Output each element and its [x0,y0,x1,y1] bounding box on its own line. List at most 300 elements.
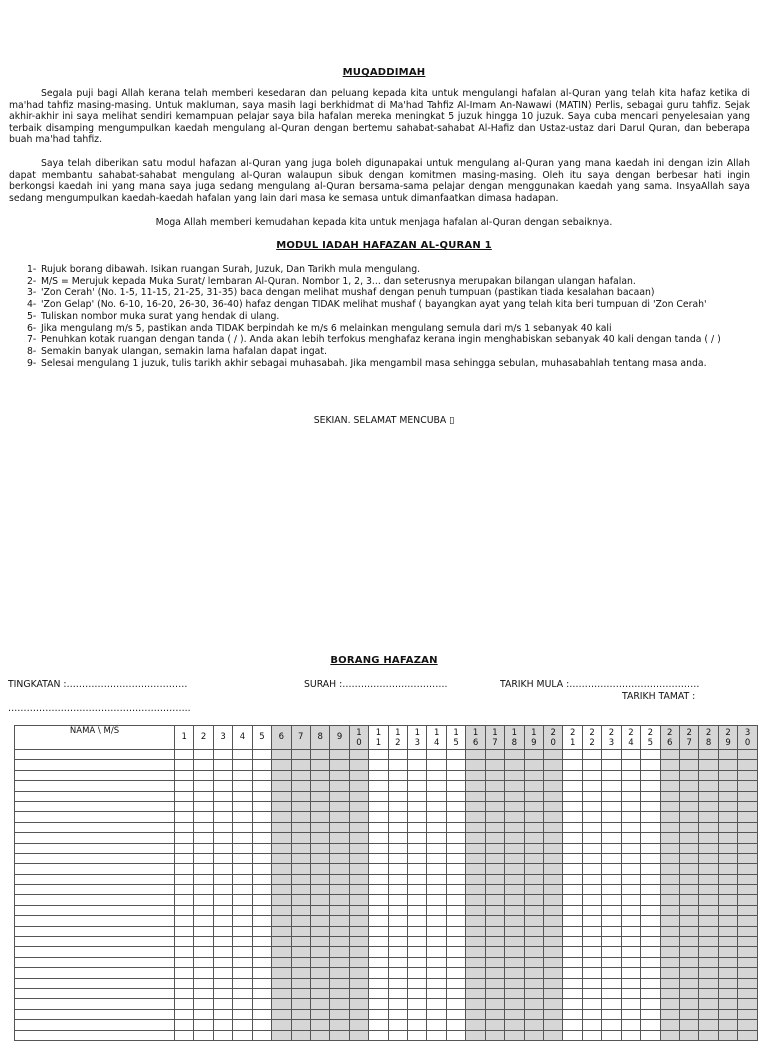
tick-cell[interactable] [175,905,194,915]
tick-cell[interactable] [388,874,407,884]
tick-cell[interactable] [621,812,640,822]
name-cell[interactable] [15,1030,175,1040]
tick-cell[interactable] [427,770,446,780]
tick-cell[interactable] [466,968,485,978]
tick-cell[interactable] [310,916,329,926]
tick-cell[interactable] [466,988,485,998]
tick-cell[interactable] [544,801,563,811]
tick-cell[interactable] [446,885,465,895]
tick-cell[interactable] [291,750,310,760]
tick-cell[interactable] [544,885,563,895]
tick-cell[interactable] [272,947,291,957]
tick-cell[interactable] [544,853,563,863]
tick-cell[interactable] [621,853,640,863]
tick-cell[interactable] [427,874,446,884]
tick-cell[interactable] [544,999,563,1009]
tick-cell[interactable] [349,760,368,770]
tick-cell[interactable] [233,1009,252,1019]
tick-cell[interactable] [524,812,543,822]
tick-cell[interactable] [485,905,504,915]
tick-cell[interactable] [563,791,582,801]
tick-cell[interactable] [272,760,291,770]
tick-cell[interactable] [602,999,621,1009]
tick-cell[interactable] [252,874,271,884]
tick-cell[interactable] [272,1030,291,1040]
tick-cell[interactable] [718,812,737,822]
tick-cell[interactable] [291,853,310,863]
tick-cell[interactable] [485,916,504,926]
tick-cell[interactable] [388,905,407,915]
tick-cell[interactable] [388,957,407,967]
tick-cell[interactable] [544,791,563,801]
tick-cell[interactable] [505,999,524,1009]
tick-cell[interactable] [408,988,427,998]
tick-cell[interactable] [505,1030,524,1040]
tick-cell[interactable] [466,843,485,853]
tick-cell[interactable] [544,916,563,926]
tick-cell[interactable] [233,947,252,957]
tick-cell[interactable] [427,822,446,832]
tick-cell[interactable] [330,750,349,760]
tick-cell[interactable] [582,905,601,915]
tick-cell[interactable] [310,822,329,832]
tick-cell[interactable] [660,833,679,843]
tick-cell[interactable] [544,926,563,936]
name-cell[interactable] [15,1009,175,1019]
tick-cell[interactable] [427,1030,446,1040]
tick-cell[interactable] [699,1020,718,1030]
tick-cell[interactable] [679,1030,698,1040]
surah-field[interactable]: SURAH :……………………………. [304,679,448,690]
tick-cell[interactable] [660,801,679,811]
tick-cell[interactable] [213,781,232,791]
tick-cell[interactable] [427,1009,446,1019]
tick-cell[interactable] [349,770,368,780]
tick-cell[interactable] [582,760,601,770]
tick-cell[interactable] [194,791,213,801]
tick-cell[interactable] [330,957,349,967]
tick-cell[interactable] [349,1030,368,1040]
tick-cell[interactable] [388,781,407,791]
tick-cell[interactable] [194,885,213,895]
tick-cell[interactable] [369,864,388,874]
tick-cell[interactable] [524,1030,543,1040]
tick-cell[interactable] [194,1009,213,1019]
tick-cell[interactable] [544,895,563,905]
tick-cell[interactable] [621,1030,640,1040]
tick-cell[interactable] [699,812,718,822]
tick-cell[interactable] [602,781,621,791]
tick-cell[interactable] [369,812,388,822]
tick-cell[interactable] [408,853,427,863]
tick-cell[interactable] [621,760,640,770]
tick-cell[interactable] [485,968,504,978]
tick-cell[interactable] [466,750,485,760]
tick-cell[interactable] [369,843,388,853]
tarikh-tamat-dots[interactable]: ………………………………………………….. [8,703,191,714]
tick-cell[interactable] [408,833,427,843]
tick-cell[interactable] [446,822,465,832]
tick-cell[interactable] [388,968,407,978]
tick-cell[interactable] [233,905,252,915]
tick-cell[interactable] [252,937,271,947]
tick-cell[interactable] [679,864,698,874]
tick-cell[interactable] [524,843,543,853]
tick-cell[interactable] [175,968,194,978]
tick-cell[interactable] [291,1020,310,1030]
tick-cell[interactable] [213,905,232,915]
tick-cell[interactable] [524,801,543,811]
tick-cell[interactable] [330,791,349,801]
tick-cell[interactable] [349,947,368,957]
name-cell[interactable] [15,770,175,780]
tick-cell[interactable] [349,905,368,915]
tick-cell[interactable] [388,853,407,863]
tick-cell[interactable] [330,822,349,832]
tick-cell[interactable] [291,864,310,874]
tick-cell[interactable] [679,978,698,988]
tick-cell[interactable] [330,999,349,1009]
tick-cell[interactable] [349,864,368,874]
tick-cell[interactable] [641,988,660,998]
tick-cell[interactable] [505,1009,524,1019]
tick-cell[interactable] [563,812,582,822]
tick-cell[interactable] [641,781,660,791]
tick-cell[interactable] [388,947,407,957]
tick-cell[interactable] [699,843,718,853]
tick-cell[interactable] [544,833,563,843]
tick-cell[interactable] [641,770,660,780]
tick-cell[interactable] [310,999,329,1009]
tick-cell[interactable] [252,947,271,957]
tick-cell[interactable] [563,750,582,760]
tick-cell[interactable] [621,968,640,978]
tick-cell[interactable] [544,812,563,822]
tick-cell[interactable] [718,1009,737,1019]
tick-cell[interactable] [310,926,329,936]
tick-cell[interactable] [446,864,465,874]
tick-cell[interactable] [427,812,446,822]
tick-cell[interactable] [213,801,232,811]
tick-cell[interactable] [252,791,271,801]
name-cell[interactable] [15,812,175,822]
tick-cell[interactable] [718,947,737,957]
tick-cell[interactable] [505,864,524,874]
tick-cell[interactable] [524,1020,543,1030]
tick-cell[interactable] [388,937,407,947]
tick-cell[interactable] [388,1009,407,1019]
tick-cell[interactable] [602,833,621,843]
tick-cell[interactable] [602,1020,621,1030]
tick-cell[interactable] [738,874,758,884]
tick-cell[interactable] [485,895,504,905]
tick-cell[interactable] [582,978,601,988]
tick-cell[interactable] [388,822,407,832]
tick-cell[interactable] [699,1030,718,1040]
tick-cell[interactable] [699,791,718,801]
tick-cell[interactable] [738,926,758,936]
tick-cell[interactable] [602,750,621,760]
tick-cell[interactable] [291,781,310,791]
tick-cell[interactable] [272,885,291,895]
tick-cell[interactable] [466,885,485,895]
tick-cell[interactable] [330,833,349,843]
tick-cell[interactable] [349,916,368,926]
tick-cell[interactable] [466,822,485,832]
tick-cell[interactable] [233,895,252,905]
tick-cell[interactable] [660,968,679,978]
tick-cell[interactable] [349,801,368,811]
tick-cell[interactable] [505,874,524,884]
tick-cell[interactable] [369,885,388,895]
tick-cell[interactable] [175,760,194,770]
tick-cell[interactable] [718,781,737,791]
tick-cell[interactable] [505,760,524,770]
tick-cell[interactable] [369,905,388,915]
tick-cell[interactable] [446,999,465,1009]
tick-cell[interactable] [718,957,737,967]
tick-cell[interactable] [485,1030,504,1040]
tick-cell[interactable] [194,1030,213,1040]
tick-cell[interactable] [544,905,563,915]
tick-cell[interactable] [679,801,698,811]
tick-cell[interactable] [272,843,291,853]
name-cell[interactable] [15,905,175,915]
tick-cell[interactable] [291,947,310,957]
tick-cell[interactable] [505,750,524,760]
tick-cell[interactable] [427,885,446,895]
tick-cell[interactable] [408,947,427,957]
tick-cell[interactable] [602,1009,621,1019]
tick-cell[interactable] [524,895,543,905]
tick-cell[interactable] [505,781,524,791]
tick-cell[interactable] [505,916,524,926]
tick-cell[interactable] [679,812,698,822]
tick-cell[interactable] [330,874,349,884]
tick-cell[interactable] [466,1020,485,1030]
tick-cell[interactable] [544,750,563,760]
tick-cell[interactable] [641,791,660,801]
tick-cell[interactable] [563,770,582,780]
tick-cell[interactable] [349,1009,368,1019]
tick-cell[interactable] [699,926,718,936]
tick-cell[interactable] [679,781,698,791]
tick-cell[interactable] [310,885,329,895]
tick-cell[interactable] [388,988,407,998]
tick-cell[interactable] [369,760,388,770]
tick-cell[interactable] [738,999,758,1009]
tick-cell[interactable] [505,833,524,843]
tick-cell[interactable] [252,988,271,998]
tick-cell[interactable] [446,812,465,822]
tick-cell[interactable] [621,926,640,936]
tick-cell[interactable] [699,770,718,780]
tick-cell[interactable] [602,905,621,915]
tick-cell[interactable] [602,801,621,811]
tick-cell[interactable] [679,885,698,895]
tick-cell[interactable] [660,885,679,895]
tick-cell[interactable] [544,988,563,998]
tick-cell[interactable] [582,801,601,811]
name-cell[interactable] [15,978,175,988]
tick-cell[interactable] [563,1020,582,1030]
tick-cell[interactable] [679,905,698,915]
tick-cell[interactable] [738,1030,758,1040]
tick-cell[interactable] [544,843,563,853]
tick-cell[interactable] [349,957,368,967]
tick-cell[interactable] [641,968,660,978]
tick-cell[interactable] [233,885,252,895]
tick-cell[interactable] [252,770,271,780]
tick-cell[interactable] [699,937,718,947]
name-cell[interactable] [15,885,175,895]
tick-cell[interactable] [699,999,718,1009]
tick-cell[interactable] [485,978,504,988]
tick-cell[interactable] [175,988,194,998]
tick-cell[interactable] [427,957,446,967]
tick-cell[interactable] [349,781,368,791]
tick-cell[interactable] [738,843,758,853]
tick-cell[interactable] [310,988,329,998]
tick-cell[interactable] [427,947,446,957]
tick-cell[interactable] [544,770,563,780]
tick-cell[interactable] [272,750,291,760]
tick-cell[interactable] [679,770,698,780]
tick-cell[interactable] [408,843,427,853]
tick-cell[interactable] [738,781,758,791]
tick-cell[interactable] [252,853,271,863]
tick-cell[interactable] [679,937,698,947]
tick-cell[interactable] [446,760,465,770]
tick-cell[interactable] [408,750,427,760]
tick-cell[interactable] [349,1020,368,1030]
tick-cell[interactable] [310,957,329,967]
tick-cell[interactable] [213,853,232,863]
tick-cell[interactable] [466,1030,485,1040]
tick-cell[interactable] [718,999,737,1009]
tick-cell[interactable] [408,874,427,884]
tick-cell[interactable] [660,1030,679,1040]
tick-cell[interactable] [602,760,621,770]
tick-cell[interactable] [738,853,758,863]
tick-cell[interactable] [738,988,758,998]
tick-cell[interactable] [252,916,271,926]
tick-cell[interactable] [213,937,232,947]
tick-cell[interactable] [466,770,485,780]
tick-cell[interactable] [582,822,601,832]
tick-cell[interactable] [408,822,427,832]
tick-cell[interactable] [427,750,446,760]
tick-cell[interactable] [466,957,485,967]
tick-cell[interactable] [679,999,698,1009]
tick-cell[interactable] [252,957,271,967]
tick-cell[interactable] [446,947,465,957]
tick-cell[interactable] [213,812,232,822]
tick-cell[interactable] [310,905,329,915]
tick-cell[interactable] [485,1020,504,1030]
tick-cell[interactable] [272,937,291,947]
tick-cell[interactable] [660,874,679,884]
tick-cell[interactable] [505,988,524,998]
tick-cell[interactable] [252,968,271,978]
tick-cell[interactable] [641,822,660,832]
tick-cell[interactable] [233,750,252,760]
tick-cell[interactable] [427,791,446,801]
tick-cell[interactable] [369,988,388,998]
tick-cell[interactable] [408,864,427,874]
tick-cell[interactable] [544,874,563,884]
tick-cell[interactable] [582,1030,601,1040]
tick-cell[interactable] [485,957,504,967]
tick-cell[interactable] [660,853,679,863]
tick-cell[interactable] [310,1020,329,1030]
tick-cell[interactable] [291,812,310,822]
tick-cell[interactable] [408,999,427,1009]
tick-cell[interactable] [252,833,271,843]
tick-cell[interactable] [446,937,465,947]
tick-cell[interactable] [175,781,194,791]
tick-cell[interactable] [272,864,291,874]
tick-cell[interactable] [213,760,232,770]
tick-cell[interactable] [641,937,660,947]
tick-cell[interactable] [252,760,271,770]
tick-cell[interactable] [544,978,563,988]
tick-cell[interactable] [194,801,213,811]
tick-cell[interactable] [602,843,621,853]
tick-cell[interactable] [679,750,698,760]
tick-cell[interactable] [194,843,213,853]
tick-cell[interactable] [310,801,329,811]
tick-cell[interactable] [505,957,524,967]
tick-cell[interactable] [369,926,388,936]
tick-cell[interactable] [524,978,543,988]
tick-cell[interactable] [175,1020,194,1030]
tick-cell[interactable] [349,978,368,988]
tick-cell[interactable] [660,895,679,905]
tick-cell[interactable] [369,770,388,780]
tick-cell[interactable] [330,770,349,780]
tick-cell[interactable] [602,770,621,780]
tick-cell[interactable] [602,853,621,863]
tick-cell[interactable] [738,978,758,988]
tick-cell[interactable] [602,885,621,895]
tick-cell[interactable] [194,916,213,926]
tick-cell[interactable] [718,926,737,936]
tick-cell[interactable] [699,988,718,998]
tick-cell[interactable] [408,905,427,915]
name-cell[interactable] [15,801,175,811]
tick-cell[interactable] [272,822,291,832]
tick-cell[interactable] [369,895,388,905]
tick-cell[interactable] [310,968,329,978]
tick-cell[interactable] [272,791,291,801]
tick-cell[interactable] [679,957,698,967]
tick-cell[interactable] [427,968,446,978]
tick-cell[interactable] [252,812,271,822]
tick-cell[interactable] [310,1030,329,1040]
tick-cell[interactable] [194,781,213,791]
tick-cell[interactable] [524,988,543,998]
tick-cell[interactable] [699,853,718,863]
tick-cell[interactable] [310,864,329,874]
tick-cell[interactable] [563,916,582,926]
tick-cell[interactable] [408,770,427,780]
tick-cell[interactable] [485,937,504,947]
tick-cell[interactable] [369,957,388,967]
tick-cell[interactable] [485,885,504,895]
tick-cell[interactable] [699,885,718,895]
tick-cell[interactable] [427,916,446,926]
